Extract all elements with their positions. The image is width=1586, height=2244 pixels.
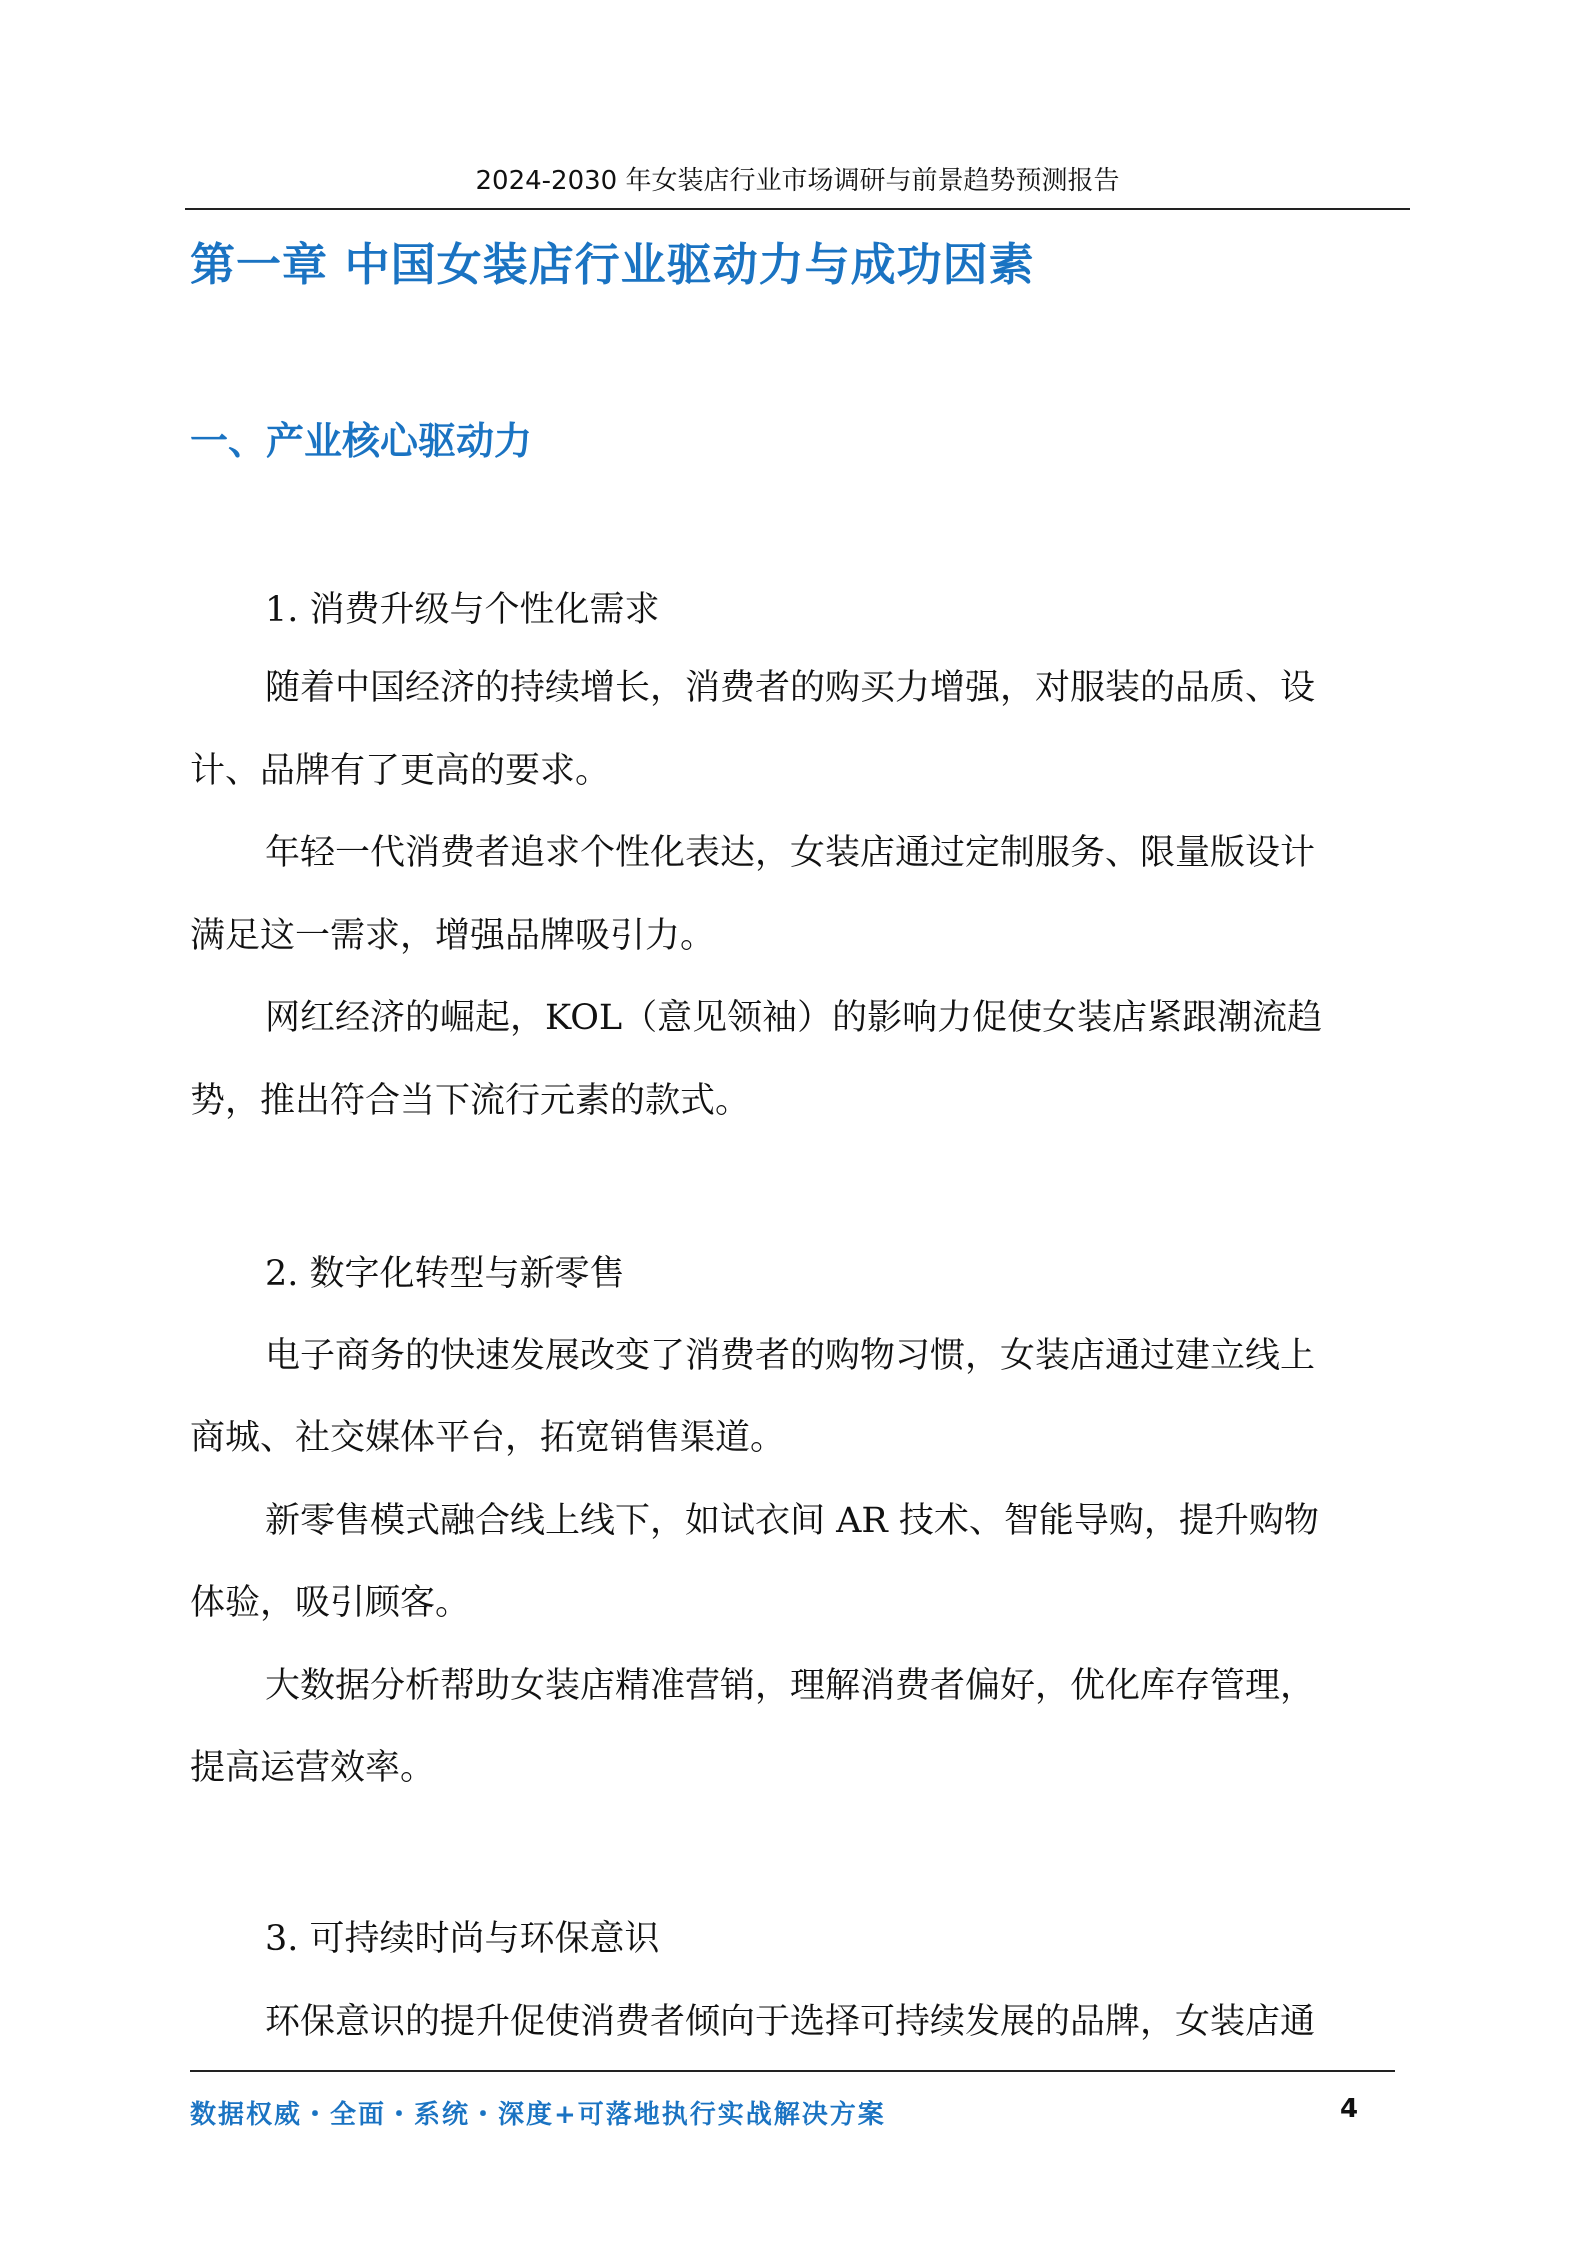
section-title: 一、产业核心驱动力: [190, 419, 533, 463]
page-number: 4: [1340, 2094, 1359, 2124]
paragraph-line: 势，推出符合当下流行元素的款式。: [190, 1081, 751, 1121]
paragraph-line: 新零售模式融合线上线下，如试衣间 AR 技术、智能导购，提升购物: [265, 1501, 1319, 1541]
paragraph-line: 随着中国经济的持续增长，消费者的购买力增强，对服装的品质、设: [265, 668, 1316, 708]
paragraph-line: 网红经济的崛起，KOL（意见领袖）的影响力促使女装店紧跟潮流趋: [265, 998, 1323, 1038]
paragraph-line: 年轻一代消费者追求个性化表达，女装店通过定制服务、限量版设计: [265, 833, 1316, 873]
subheading-consumption-upgrade: 1. 消费升级与个性化需求: [265, 590, 660, 630]
paragraph-line: 环保意识的提升促使消费者倾向于选择可持续发展的品牌，女装店通: [265, 2002, 1316, 2042]
header-title: 2024-2030 年女装店行业市场调研与前景趋势预测报告: [475, 166, 1120, 196]
paragraph-line: 体验，吸引顾客。: [190, 1583, 471, 1623]
header-divider: [185, 208, 1410, 210]
paragraph-line: 满足这一需求，增强品牌吸引力。: [190, 916, 716, 956]
paragraph-line: 计、品牌有了更高的要求。: [190, 751, 611, 791]
footer-slogan: 数据权威・全面・系统・深度+可落地执行实战解决方案: [190, 2100, 886, 2130]
subheading-digital-transformation: 2. 数字化转型与新零售: [265, 1254, 625, 1294]
paragraph-line: 提高运营效率。: [190, 1748, 436, 1788]
paragraph-line: 商城、社交媒体平台，拓宽销售渠道。: [190, 1418, 786, 1458]
footer-divider: [190, 2070, 1395, 2072]
paragraph-line: 大数据分析帮助女装店精准营销，理解消费者偏好，优化库存管理，: [265, 1666, 1316, 1706]
subheading-sustainable-fashion: 3. 可持续时尚与环保意识: [265, 1919, 660, 1959]
paragraph-line: 电子商务的快速发展改变了消费者的购物习惯，女装店通过建立线上: [265, 1336, 1316, 1376]
chapter-title: 第一章 中国女装店行业驱动力与成功因素: [190, 238, 1035, 291]
